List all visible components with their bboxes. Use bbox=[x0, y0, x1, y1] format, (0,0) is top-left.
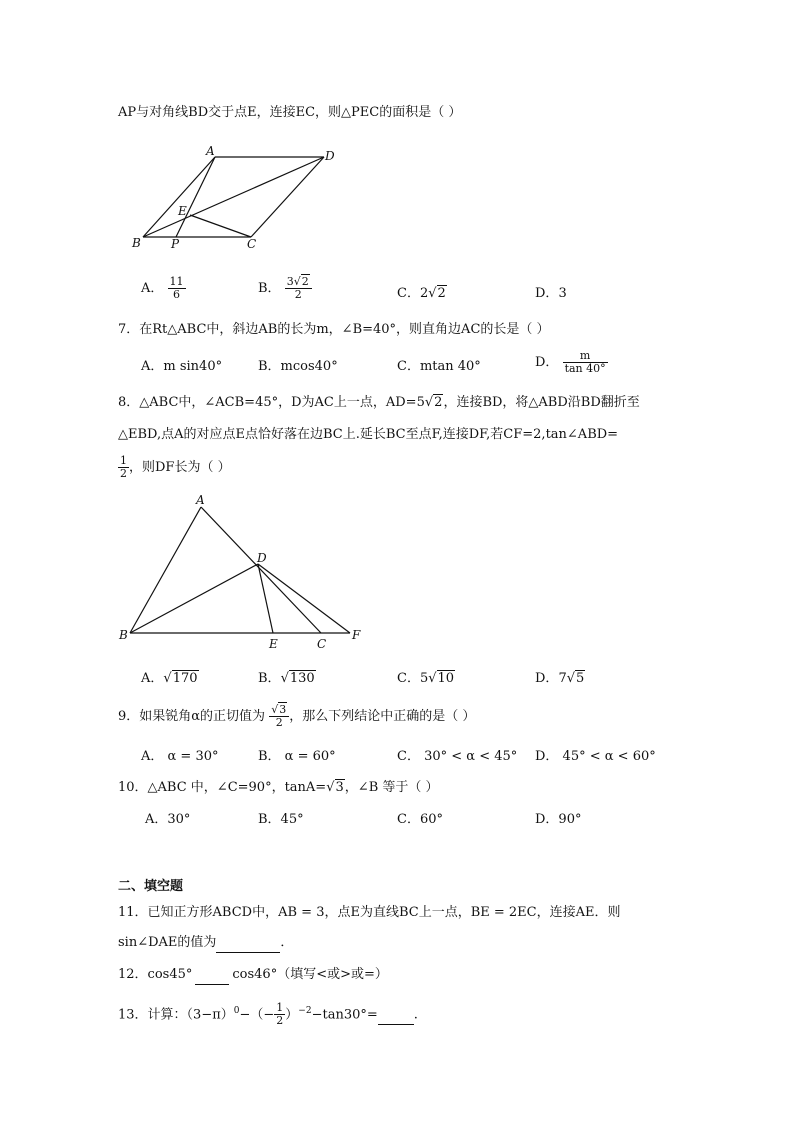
label-b: B bbox=[119, 628, 128, 642]
q11-answer-blank[interactable] bbox=[216, 934, 280, 953]
q11-line2: sin∠DAE的值为 ． bbox=[118, 934, 293, 953]
q10-option-d[interactable]: D．90° bbox=[535, 812, 582, 827]
q8-line2: △EBD,点A的对应点E点恰好落在边BC上.延长BC至点F,连接DF,若CF=2,tan∠ABD= bbox=[118, 427, 619, 442]
q9-option-a[interactable]: A． α = 30° bbox=[141, 749, 219, 764]
label-d: D bbox=[257, 551, 267, 565]
q8-line1: 8．△ABC中，∠ACB=45°，D为AC上一点，AD=5√2，连接BD，将△ABD沿BD翻折至 bbox=[118, 395, 640, 410]
q6-option-d[interactable]: D．3 bbox=[535, 286, 567, 301]
q13-line: 13．计算：$(3-\pi)^0-(-$ $\frac{1}{2}$ ）$^{-2}$−tan30°= . bbox=[118, 1001, 418, 1028]
q7-option-c[interactable]: C．mtan 40° bbox=[397, 359, 481, 374]
label-e: E bbox=[178, 204, 187, 218]
seg-ec bbox=[190, 215, 251, 237]
q8-option-a[interactable]: A．√170 bbox=[141, 671, 198, 686]
label-p: P bbox=[171, 237, 180, 251]
q8-figure bbox=[112, 490, 372, 650]
q7-option-d[interactable]: D． $\frac{m}{\tan 40^\circ}$ bbox=[535, 349, 606, 375]
q9-option-b[interactable]: B． α = 60° bbox=[258, 749, 336, 764]
label-a: A bbox=[196, 493, 205, 507]
section-title: 二、填空题 bbox=[118, 879, 184, 894]
q12-line: 12．cos45° cos46°（填写<或>或=） bbox=[118, 966, 388, 985]
q6-option-b[interactable]: B． $\frac{3√2}{2}$ bbox=[258, 276, 312, 301]
label-d: D bbox=[325, 149, 335, 163]
q6-option-a[interactable]: A． $\frac{11}{6}$ bbox=[141, 275, 184, 301]
q8-option-d[interactable]: D．7√5 bbox=[535, 671, 585, 686]
seg-df bbox=[258, 564, 350, 633]
q9-option-d[interactable]: D． 45° < α < 60° bbox=[535, 749, 656, 764]
label-c: C bbox=[317, 637, 327, 650]
edge-cd bbox=[251, 157, 324, 237]
q9-stem: 9．如果锐角α的正切值为 $\frac{√3}{2}$ ，那么下列结论中正确的是（ ） bbox=[118, 703, 476, 729]
q6-stem: AP与对角线BD交于点E，连接EC，则△PEC的面积是（ ） bbox=[118, 105, 462, 120]
q7-option-a[interactable]: A．m sin40° bbox=[141, 359, 223, 374]
q10-stem: 10．△ABC 中，∠C=90°，tanA=√3，∠B 等于（ ） bbox=[118, 780, 439, 795]
edge-ab bbox=[143, 157, 215, 237]
q10-option-a[interactable]: A．30° bbox=[145, 812, 191, 827]
q13-answer-blank[interactable] bbox=[378, 1006, 414, 1025]
q9-option-c[interactable]: C． 30° < α < 45° bbox=[397, 749, 518, 764]
q11-line1: 11．已知正方形ABCD中，AB = 3，点E为直线BC上一点，BE = 2EC，连接AE．则 bbox=[118, 905, 621, 920]
label-f: F bbox=[352, 628, 361, 642]
seg-ap bbox=[176, 157, 215, 237]
q7-option-b[interactable]: B．mcos40° bbox=[258, 359, 338, 374]
edge-ac bbox=[201, 507, 321, 633]
diag-bd bbox=[143, 157, 324, 237]
q8-option-c[interactable]: C．5√10 bbox=[397, 671, 455, 686]
q10-option-b[interactable]: B．45° bbox=[258, 812, 304, 827]
q10-option-c[interactable]: C．60° bbox=[397, 812, 443, 827]
q6-figure bbox=[128, 146, 348, 256]
label-b: B bbox=[132, 236, 141, 250]
q12-answer-blank[interactable] bbox=[195, 966, 229, 985]
q6-option-c[interactable]: C．2√2 bbox=[397, 286, 446, 301]
label-c: C bbox=[247, 237, 257, 251]
q7-stem: 7．在Rt△ABC中，斜边AB的长为m，∠B=40°，则直角边AC的长是（ ） bbox=[118, 322, 550, 337]
label-e: E bbox=[269, 637, 278, 650]
q8-option-b[interactable]: B．√130 bbox=[258, 671, 315, 686]
q8-line3: $\frac{1}{2}$ ，则DF长为（ ） bbox=[120, 454, 231, 480]
label-a: A bbox=[206, 146, 215, 158]
